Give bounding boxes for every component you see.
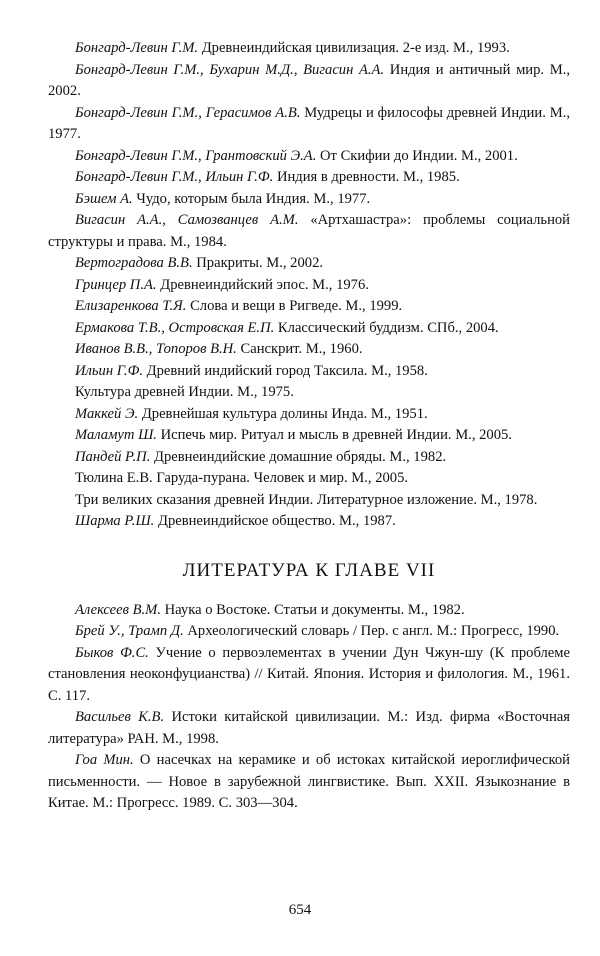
entry-author: Маккей Э. [75,405,139,422]
bibliography-entry [48,404,570,426]
bibliography-entry [48,447,570,469]
bibliography-entry [48,253,570,275]
section-heading: ЛИТЕРАТУРА К ГЛАВЕ VII [182,559,436,581]
bibliography-entry [48,210,570,253]
bibliography-entry [48,60,570,103]
bibliography-entry [48,621,570,643]
bibliography-entry [48,707,570,750]
entry-text: Культура древней Индии. М., 1975. [75,384,294,400]
entry-text: Учение о первоэлементах в учении Дун Чжун-шу (К проблеме становления неоконфуцианства) // Китай. Япония. История и филология. М., 1961. С. 117. [48,644,570,704]
bibliography-entry [48,643,570,708]
bibliography-entry [48,38,570,60]
entry-author: Вигасин А.А., Самозванцев А.М. [75,212,299,228]
entry-text: Три великих сказания древней Индии. Литературное изложение. М., 1978. [75,491,538,508]
entry-text: Испечь мир. Ритуал и мысль в древней Индии. М., 2005. [160,427,512,443]
entry-text: Мудрецы и философы древней Индии. М., 1977. [48,104,571,142]
entry-text: Археологический словарь / Пер. с англ. М.: Прогресс, 1990. [187,623,560,639]
entry-author: Елизаренкова Т.Я. [75,298,187,314]
entry-author: Шарма Р.Ш. [75,513,155,529]
entry-author: Быков Ф.С. [75,644,149,661]
bibliography-list-chapter-7 [48,600,570,815]
bibliography-entry [48,103,570,146]
entry-author: Брей У., Трамп Д. [75,623,184,639]
bibliography-entry [48,146,570,168]
bibliography-entry [48,600,570,622]
bibliography-entry [48,189,570,211]
page-number: 654 [288,902,312,918]
entry-text: Индия и античный мир. М., 2002. [48,61,570,99]
bibliography-entry [48,468,570,490]
entry-author: Пандей Р.П. [75,448,151,465]
entry-author: Иванов В.В., Топоров В.Н. [75,341,237,357]
bibliography-entry [48,339,570,361]
bibliography-entry [48,750,570,815]
entry-text: Тюлина Е.В. Гаруда-пурана. Человек и мир. М., 2005. [75,470,409,486]
bibliography-entry [48,511,570,533]
entry-text: Древний индийский город Таксила. М., 1958. [146,362,428,379]
entry-text: Пракриты. М., 2002. [196,255,324,271]
entry-text: Древнейшая культура долины Инда. М., 1951. [141,405,428,422]
entry-text: Чудо, которым была Индия. М., 1977. [136,190,371,207]
entry-author: Васильев К.В. [75,709,165,725]
entry-author: Гоа Мин. [75,752,134,768]
entry-text: Древнеиндийские домашние обряды. М., 1982. [154,448,447,465]
entry-author: Бонгард-Левин Г.М., Бухарин М.Д., Вигасин А.А. [75,61,385,78]
bibliography-entry [48,425,570,447]
entry-text: Слова и вещи в Ригведе. М., 1999. [190,298,403,314]
bibliography-entry [48,167,570,189]
entry-author: Гринцер П.А. [75,276,157,293]
bibliography-entry [48,318,570,340]
entry-text: «Артхашастра»: проблемы социальной структуры и права. М., 1984. [48,212,570,250]
entry-author: Вертоградова В.В. [75,255,193,271]
entry-author: Бонгард-Левин Г.М., Ильин Г.Ф. [75,169,274,185]
entry-author: Алексеев В.М. [75,601,161,618]
entry-text: Древнеиндийское общество. М., 1987. [157,513,396,529]
entry-author: Бонгард-Левин Г.М., Герасимов А.В. [75,104,301,121]
entry-text: Классический буддизм. СПб., 2004. [277,319,499,336]
entry-text: Древнеиндийский эпос. М., 1976. [160,276,369,293]
entry-author: Бонгард-Левин Г.М. [75,40,199,56]
entry-author: Ермакова Т.В., Островская Е.П. [75,319,275,336]
entry-text: Истоки китайской цивилизации. М.: Изд. фирма «Восточная литература» РАН. М., 1998. [48,709,570,747]
entry-author: Маламут Ш. [75,427,157,443]
entry-text: Санскрит. М., 1960. [240,341,363,357]
entry-text: О насечках на керамике и об истоках китайской иероглифической письменности. — Новое в зарубежной лингвистике. Вып. XXII. Языкознание в Китае. М.: Прогресс. 1989. С. 303—304. [48,752,570,811]
entry-author: Бэшем А. [75,190,133,207]
bibliography-entry [48,382,570,404]
entry-text: От Скифии до Индии. М., 2001. [320,147,518,164]
entry-text: Древнеиндийская цивилизация. 2-е изд. М., 1993. [201,40,510,56]
entry-text: Наука о Востоке. Статьи и документы. М., 1982. [164,601,465,618]
entry-text: Индия в древности. М., 1985. [276,169,460,185]
bibliography-entry [48,296,570,318]
bibliography-entry [48,490,570,512]
entry-author: Ильин Г.Ф. [75,362,143,379]
bibliography-entry [48,361,570,383]
bibliography-entry [48,275,570,297]
bibliography-list [48,38,570,533]
entry-author: Бонгард-Левин Г.М., Грантовский Э.А. [75,147,317,164]
